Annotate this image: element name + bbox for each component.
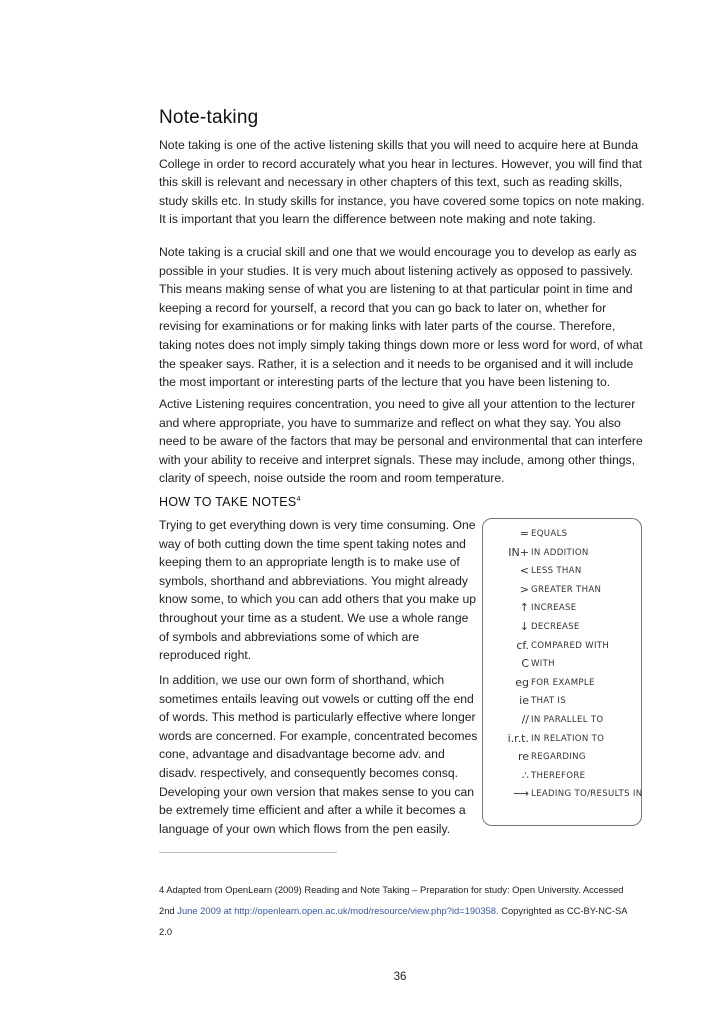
paragraph-active-listening: Active Listening requires concentration, you need to give all your attention to the lecturer and where appropriate, you have to summarize and reflect on what they say. You also need to be aware of the factors that may be personal and environmental that can interfere with your ability to receive and interpret signals. These may include, among other things, clarity of speech, noise outside the room and room temperature. (159, 397, 643, 486)
symbol-meaning: REGARDING (531, 752, 586, 763)
symbol-row (483, 711, 643, 729)
footnote-divider (159, 852, 337, 853)
symbol-glyph: = (519, 527, 529, 540)
footnote-license: Copyrighted as CC-BY-NC-SA 2.0 (159, 905, 627, 937)
up-arrow-icon: ↑ (519, 601, 529, 615)
symbol-row (483, 618, 643, 636)
symbol-meaning: IN ADDITION (531, 547, 589, 558)
section-heading-text: HOW TO TAKE NOTES (159, 495, 297, 509)
symbol-meaning: INCREASE (531, 603, 577, 614)
paragraph-symbols: Trying to get everything down is very time consuming. One way of both cutting down the time spent taking notes and keeping them to an appropriate length is to make use of symbols, shorthand and abbreviations. You might already know some, to which you can add others that you make up throughout your time as a student. We use a whole range of symbols and abbreviations some of which are reproduced right. (159, 518, 477, 663)
right-arrow-icon: ⟶ (513, 787, 529, 801)
symbol-meaning: THEREFORE (531, 770, 586, 781)
symbol-row (483, 767, 643, 785)
down-arrow-icon: ↓ (519, 620, 529, 633)
symbol-row (483, 581, 643, 599)
symbol-glyph: ie (519, 694, 529, 708)
symbol-meaning: FOR EXAMPLE (531, 677, 595, 688)
symbol-meaning: THAT IS (531, 696, 566, 707)
symbols-table (482, 518, 642, 826)
footnote (159, 879, 639, 942)
symbol-glyph: C (521, 657, 529, 671)
symbol-row (483, 674, 643, 692)
symbol-glyph: i.r.t. (507, 731, 529, 745)
paragraph-intro: Note taking is one of the active listening skills that you will need to acquire here at Bunda College in order to record accurately what you hear in lectures. However, you will find that this skill is relevant and necessary in other chapters of this text, such as reading skills, study skills etc. In study skills for instance, you have covered some topics on note making. It is important that you learn the difference between note making and note taking. (159, 138, 645, 227)
symbol-glyph: re (517, 750, 529, 764)
symbol-glyph: IN+ (508, 545, 529, 559)
section-heading (159, 495, 301, 509)
symbol-row (483, 785, 643, 803)
symbol-meaning: DECREASE (531, 622, 580, 632)
paragraph-shorthand: In addition, we use our own form of shorthand, which sometimes entails leaving out vowels or cutting off the end of words. This method is particularly effective where longer words are concerned. For example, concentrated becomes cone, advantage and disadvantage become adv. and disadv. respectively, and consequently becomes consq. Developing your own version that makes sense to you can be extremely time efficient and after a while it becomes a language of your own which flows from the pen easily. (159, 673, 478, 836)
footnote-text: 4 Adapted from OpenLearn (2009) Reading and Note Taking – Preparation for study: Open University. Accessed 2nd (159, 884, 624, 916)
symbol-glyph: cf. (516, 638, 529, 652)
symbol-meaning: LESS THAN (531, 566, 582, 577)
symbol-meaning: GREATER THAN (531, 584, 602, 595)
symbol-glyph: // (521, 713, 529, 726)
symbol-row (483, 544, 643, 562)
symbol-meaning: LEADING TO/RESULTS IN (531, 789, 643, 800)
symbol-row (483, 655, 643, 673)
symbol-glyph: < (519, 564, 529, 578)
symbol-row (483, 748, 643, 766)
footnote-link[interactable]: June 2009 at http://openlearn.open.ac.uk/mod/resource/view.php?id=190358. (177, 905, 502, 916)
symbol-meaning: COMPARED WITH (531, 640, 610, 651)
symbol-glyph: > (519, 582, 529, 596)
symbol-meaning: WITH (531, 659, 555, 670)
symbol-row (483, 730, 643, 748)
symbol-row (483, 525, 643, 543)
symbol-row (483, 637, 643, 655)
page-number: 36 (393, 971, 407, 983)
symbol-row (483, 599, 643, 617)
paragraph-crucial-skill: Note taking is a crucial skill and one that we would encourage you to develop as early as possible in your studies. It is very much about listening actively as opposed to passively. This means making sense of what you are listening to at that particular point in time and keeping a record for yourself, a record that you can go back to later on, whether for revising for examinations or for making links with later parts of the course. Therefore, taking notes does not imply simply taking things down more or less word for word, of what the speaker says. Rather, it is a selection and it needs to be organised and it will include the most important or interesting parts of the lecture that you have been listening to. (159, 245, 643, 390)
symbol-row (483, 692, 643, 710)
symbol-glyph: eg (515, 675, 529, 689)
symbol-meaning: IN RELATION TO (531, 733, 605, 744)
therefore-icon: ∴ (522, 768, 529, 782)
symbol-row (483, 562, 643, 580)
symbol-meaning: EQUALS (531, 529, 568, 539)
symbol-meaning: IN PARALLEL TO (531, 715, 604, 725)
footnote-reference: 4 (296, 495, 301, 503)
page-title: Note-taking (159, 107, 259, 128)
